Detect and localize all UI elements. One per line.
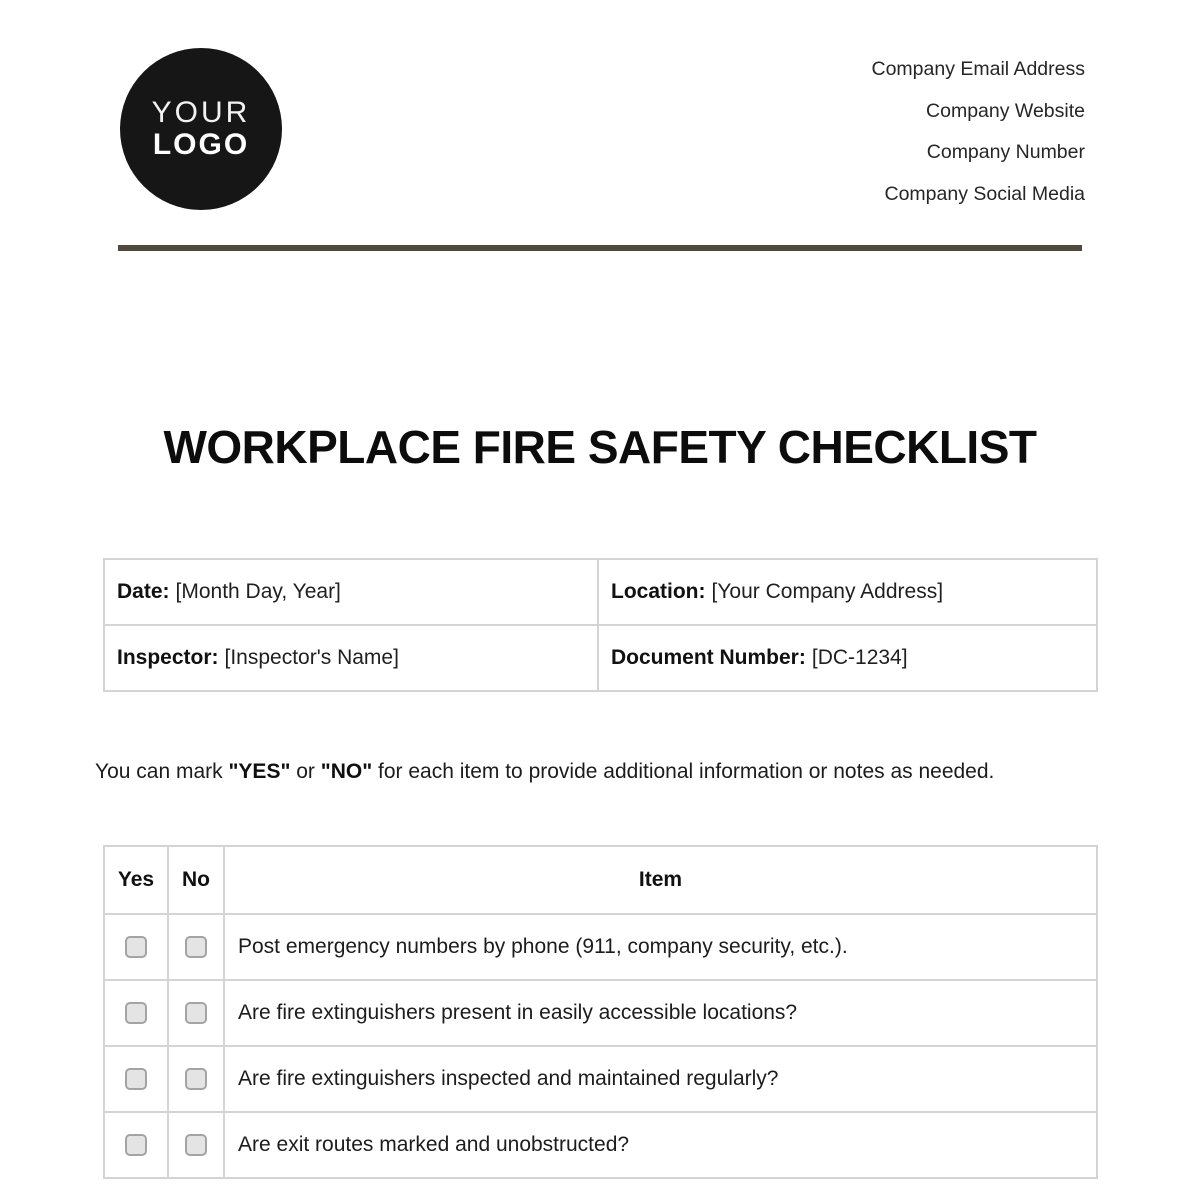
yes-checkbox[interactable]	[125, 1134, 147, 1156]
column-header-item: Item	[224, 846, 1097, 914]
yes-cell	[104, 914, 168, 980]
instructions-text: You can mark	[95, 760, 229, 783]
no-checkbox[interactable]	[185, 1068, 207, 1090]
document-number-cell	[598, 625, 1097, 691]
no-checkbox[interactable]	[185, 936, 207, 958]
header-separator-rule	[118, 245, 1082, 251]
column-header-yes: Yes	[104, 846, 168, 914]
instructions-no-bold: "NO"	[320, 760, 373, 783]
yes-cell	[104, 1112, 168, 1178]
no-cell	[168, 1112, 224, 1178]
date-label: Date:	[117, 580, 170, 603]
checklist-row	[104, 980, 1097, 1046]
item-text: Post emergency numbers by phone (911, company security, etc.).	[224, 914, 1097, 980]
no-cell	[168, 1046, 224, 1112]
inspector-cell	[104, 625, 598, 691]
item-text: Are exit routes marked and unobstructed?	[224, 1112, 1097, 1178]
date-cell	[104, 559, 598, 625]
column-header-no: No	[168, 846, 224, 914]
info-table	[103, 558, 1098, 692]
contact-line-email: Company Email Address	[871, 58, 1085, 80]
date-value: [Month Day, Year]	[175, 580, 341, 603]
info-table-row	[104, 559, 1097, 625]
document-header	[0, 0, 1200, 215]
yes-checkbox[interactable]	[125, 1002, 147, 1024]
company-contact-block	[871, 49, 1085, 215]
location-value: [Your Company Address]	[711, 580, 944, 603]
yes-checkbox[interactable]	[125, 936, 147, 958]
checklist-row	[104, 1112, 1097, 1178]
inspector-value: [Inspector's Name]	[224, 646, 399, 669]
page-title: WORKPLACE FIRE SAFETY CHECKLIST	[163, 421, 1037, 473]
yes-cell	[104, 1046, 168, 1112]
no-checkbox[interactable]	[185, 1002, 207, 1024]
checklist-table	[103, 845, 1098, 1179]
info-table-row	[104, 625, 1097, 691]
contact-line-website: Company Website	[926, 99, 1085, 122]
yes-cell	[104, 980, 168, 1046]
item-text: Are fire extinguishers inspected and maintained regularly?	[224, 1046, 1097, 1112]
contact-line-social: Company Social Media	[884, 182, 1085, 205]
logo-logo-text: LOGO	[152, 128, 250, 161]
instructions-text: for each item to provide additional information or notes as needed.	[372, 760, 995, 783]
instructions-text: or	[290, 760, 321, 783]
no-cell	[168, 914, 224, 980]
company-logo	[120, 48, 282, 210]
item-text: Are fire extinguishers present in easily accessible locations?	[224, 980, 1097, 1046]
contact-line-number: Company Number	[926, 141, 1085, 163]
location-label: Location:	[611, 580, 706, 603]
checklist-row	[104, 1046, 1097, 1112]
yes-checkbox[interactable]	[125, 1068, 147, 1090]
instructions-yes-bold: "YES"	[228, 760, 291, 783]
location-cell	[598, 559, 1097, 625]
logo-your-text: YOUR	[151, 95, 251, 129]
document-number-label: Document Number:	[611, 646, 806, 669]
no-checkbox[interactable]	[185, 1134, 207, 1156]
instructions-paragraph	[95, 752, 1103, 791]
no-cell	[168, 980, 224, 1046]
inspector-label: Inspector:	[117, 646, 219, 669]
checklist-row	[104, 914, 1097, 980]
checklist-header-row	[104, 846, 1097, 914]
document-number-value: [DC-1234]	[811, 646, 908, 669]
